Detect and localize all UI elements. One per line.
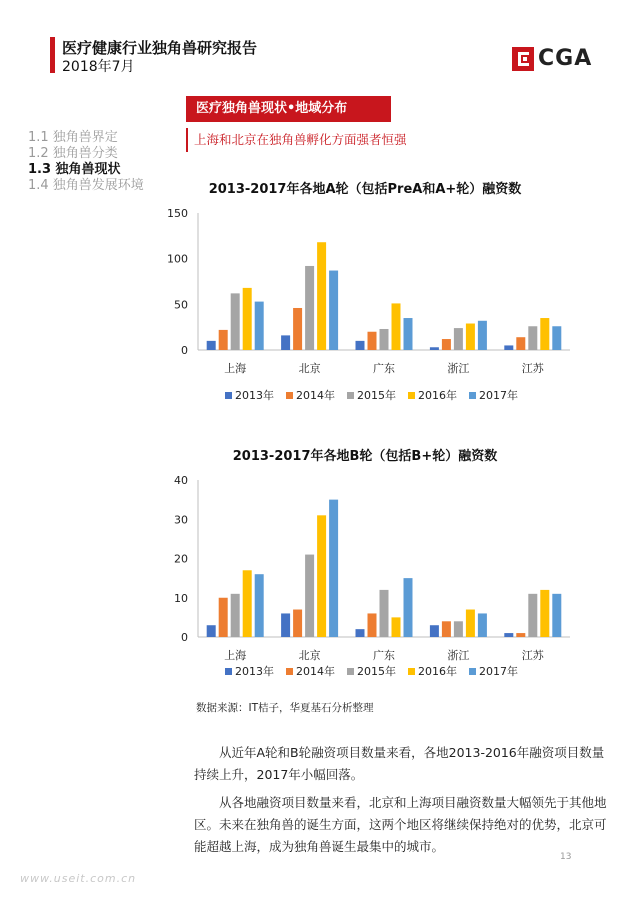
chart-b-bar-1-0	[281, 613, 290, 637]
chart-a-y-tick-label: 50	[174, 298, 188, 312]
chart-a-bar-1-0	[281, 335, 290, 350]
chart-b-bar-1-2	[305, 555, 314, 637]
chart-b-bar-4-0	[504, 633, 513, 637]
chart-b-legend-swatch	[286, 668, 293, 675]
chart-a-legend-label: 2014年	[296, 389, 335, 402]
chart-a-bar-2-0	[356, 341, 365, 350]
chart-b-bar-0-4	[255, 574, 264, 637]
chart-a-bar-4-1	[516, 337, 525, 350]
chart-a-bar-1-1	[293, 308, 302, 350]
body-paragraph-2	[194, 792, 614, 858]
chart-a-y-tick-label: 100	[167, 252, 188, 266]
chart-b-legend-label: 2014年	[296, 665, 335, 678]
page-number: 13	[560, 852, 572, 862]
chart-b-legend-label: 2013年	[235, 665, 274, 678]
chart-b-y-tick-label: 30	[174, 513, 188, 527]
chart-b-bar-2-0	[356, 629, 365, 637]
chart-b-bar-2-3	[392, 617, 401, 637]
chart-b-legend-label: 2015年	[357, 665, 396, 678]
chart-b-y-tick-label: 20	[174, 552, 188, 566]
chart-a-legend-swatch	[286, 392, 293, 399]
chart-a-legend-label: 2017年	[479, 389, 518, 402]
chart-a-category-label: 浙江	[447, 362, 470, 375]
cga-logo	[512, 46, 592, 71]
chart-a-legend-label: 2016年	[418, 389, 457, 402]
cga-logo-icon	[512, 47, 534, 71]
chart-b-legend-label: 2016年	[418, 665, 457, 678]
chart-a-bar-1-2	[305, 266, 314, 350]
chart-a-legend-swatch	[469, 392, 476, 399]
chart-b-legend-label: 2017年	[479, 665, 518, 678]
cga-logo-text: CGA	[538, 46, 593, 71]
watermark: www.useit.com.cn	[20, 872, 137, 885]
chart-b-y-tick-label: 10	[174, 591, 188, 605]
body-paragraph-1	[194, 742, 614, 786]
chart-a-bar-0-3	[243, 288, 252, 350]
data-source-note: 数据来源：IT桔子，华夏基石分析整理	[196, 702, 374, 714]
section-subtitle: 上海和北京在独角兽孵化方面强者恒强	[186, 128, 407, 152]
chart-b-legend-swatch	[469, 668, 476, 675]
chart-a-bar-4-4	[552, 326, 561, 350]
chart-b-bar-1-4	[329, 500, 338, 637]
report-date: 2018年7月	[62, 59, 135, 75]
chart-a-bar-2-3	[392, 303, 401, 350]
chart-b-bar-4-1	[516, 633, 525, 637]
chart-b-bar-4-2	[528, 594, 537, 637]
table-of-contents	[28, 130, 144, 194]
toc-item-1-1[interactable]: 1.1 独角兽界定	[28, 130, 118, 145]
chart-b-bar-4-4	[552, 594, 561, 637]
toc-item-1-3[interactable]: 1.3 独角兽现状	[28, 162, 121, 177]
chart-a-category-label: 北京	[298, 362, 321, 375]
chart-a-bar-2-2	[380, 329, 389, 350]
chart-a-legend-label: 2015年	[357, 389, 396, 402]
chart-a-bar-3-2	[454, 328, 463, 350]
chart-a-legend-swatch	[408, 392, 415, 399]
header-accent-bar	[50, 37, 55, 73]
chart-b-bar-1-1	[293, 610, 302, 637]
chart-a-category-label: 上海	[224, 362, 247, 375]
chart-a-bar-3-0	[430, 347, 439, 350]
chart-a-y-tick-label: 150	[167, 207, 188, 220]
chart-b-y-tick-label: 0	[181, 631, 188, 644]
chart-b-category-label: 广东	[373, 649, 395, 662]
chart-a-bar-4-3	[540, 318, 549, 350]
chart-a-bar-0-2	[231, 293, 240, 350]
chart-a-bar-1-3	[317, 242, 326, 350]
chart-a-bar-3-3	[466, 324, 475, 350]
chart-b-bar-3-2	[454, 621, 463, 637]
toc-item-1-4[interactable]: 1.4 独角兽发展环境	[28, 178, 144, 193]
chart-b-bar-3-1	[442, 621, 451, 637]
chart-a-bar-3-4	[478, 321, 487, 350]
chart-a-title: 2013-2017年各地A轮（包括PreA和A+轮）融资数	[208, 182, 522, 197]
chart-b-bar-3-3	[466, 610, 475, 637]
chart-b-bar-3-4	[478, 613, 487, 637]
body-paragraph-2-text: 从各地融资项目数量来看，北京和上海项目融资数量大幅领先于其他地区。未来在独角兽的诞生方面，这两个地区将继续保持绝对的优势，北京可能超越上海，成为独角兽诞生最集中的城市。	[194, 795, 607, 854]
chart-b-bar-0-1	[219, 598, 228, 637]
chart-a-bar-0-4	[255, 302, 264, 350]
toc-item-1-2[interactable]: 1.2 独角兽分类	[28, 146, 118, 161]
chart-b-category-label: 北京	[298, 649, 321, 662]
chart-b-legend-swatch	[347, 668, 354, 675]
chart-a-category-label: 江苏	[521, 362, 544, 375]
chart-a-round-financing	[150, 200, 580, 410]
chart-a-legend-swatch	[225, 392, 232, 399]
chart-b-category-label: 江苏	[521, 649, 544, 662]
chart-b-category-label: 上海	[224, 649, 247, 662]
chart-b-round-financing	[150, 467, 580, 685]
chart-b-y-tick-label: 40	[174, 474, 188, 487]
section-title-bar: 医疗独角兽现状•地域分布	[186, 96, 391, 122]
chart-b-legend-swatch	[225, 668, 232, 675]
chart-b-title: 2013-2017年各地B轮（包括B+轮）融资数	[232, 449, 498, 464]
chart-a-bar-3-1	[442, 339, 451, 350]
chart-b-bar-2-4	[404, 578, 413, 637]
chart-a-bar-0-0	[207, 341, 216, 350]
chart-b-bar-0-2	[231, 594, 240, 637]
chart-a-bar-2-4	[404, 318, 413, 350]
chart-a-bar-4-2	[528, 326, 537, 350]
chart-a-bar-0-1	[219, 330, 228, 350]
chart-a-legend-swatch	[347, 392, 354, 399]
chart-b-legend-swatch	[408, 668, 415, 675]
chart-b-bar-1-3	[317, 515, 326, 637]
chart-a-bar-1-4	[329, 271, 338, 350]
chart-b-bar-0-0	[207, 625, 216, 637]
chart-a-category-label: 广东	[373, 362, 395, 375]
chart-b-bar-4-3	[540, 590, 549, 637]
chart-a-legend-label: 2013年	[235, 389, 274, 402]
chart-b-category-label: 浙江	[447, 649, 470, 662]
body-paragraph-1-text: 从近年A轮和B轮融资项目数量来看，各地2013-2016年融资项目数量持续上升，2017年小幅回落。	[194, 745, 605, 782]
chart-b-bar-0-3	[243, 570, 252, 637]
chart-b-bar-2-2	[380, 590, 389, 637]
chart-a-y-tick-label: 0	[181, 344, 188, 357]
report-title: 医疗健康行业独角兽研究报告	[62, 39, 258, 57]
chart-a-bar-4-0	[504, 345, 513, 350]
chart-b-bar-3-0	[430, 625, 439, 637]
chart-b-bar-2-1	[368, 613, 377, 637]
chart-a-bar-2-1	[368, 332, 377, 350]
